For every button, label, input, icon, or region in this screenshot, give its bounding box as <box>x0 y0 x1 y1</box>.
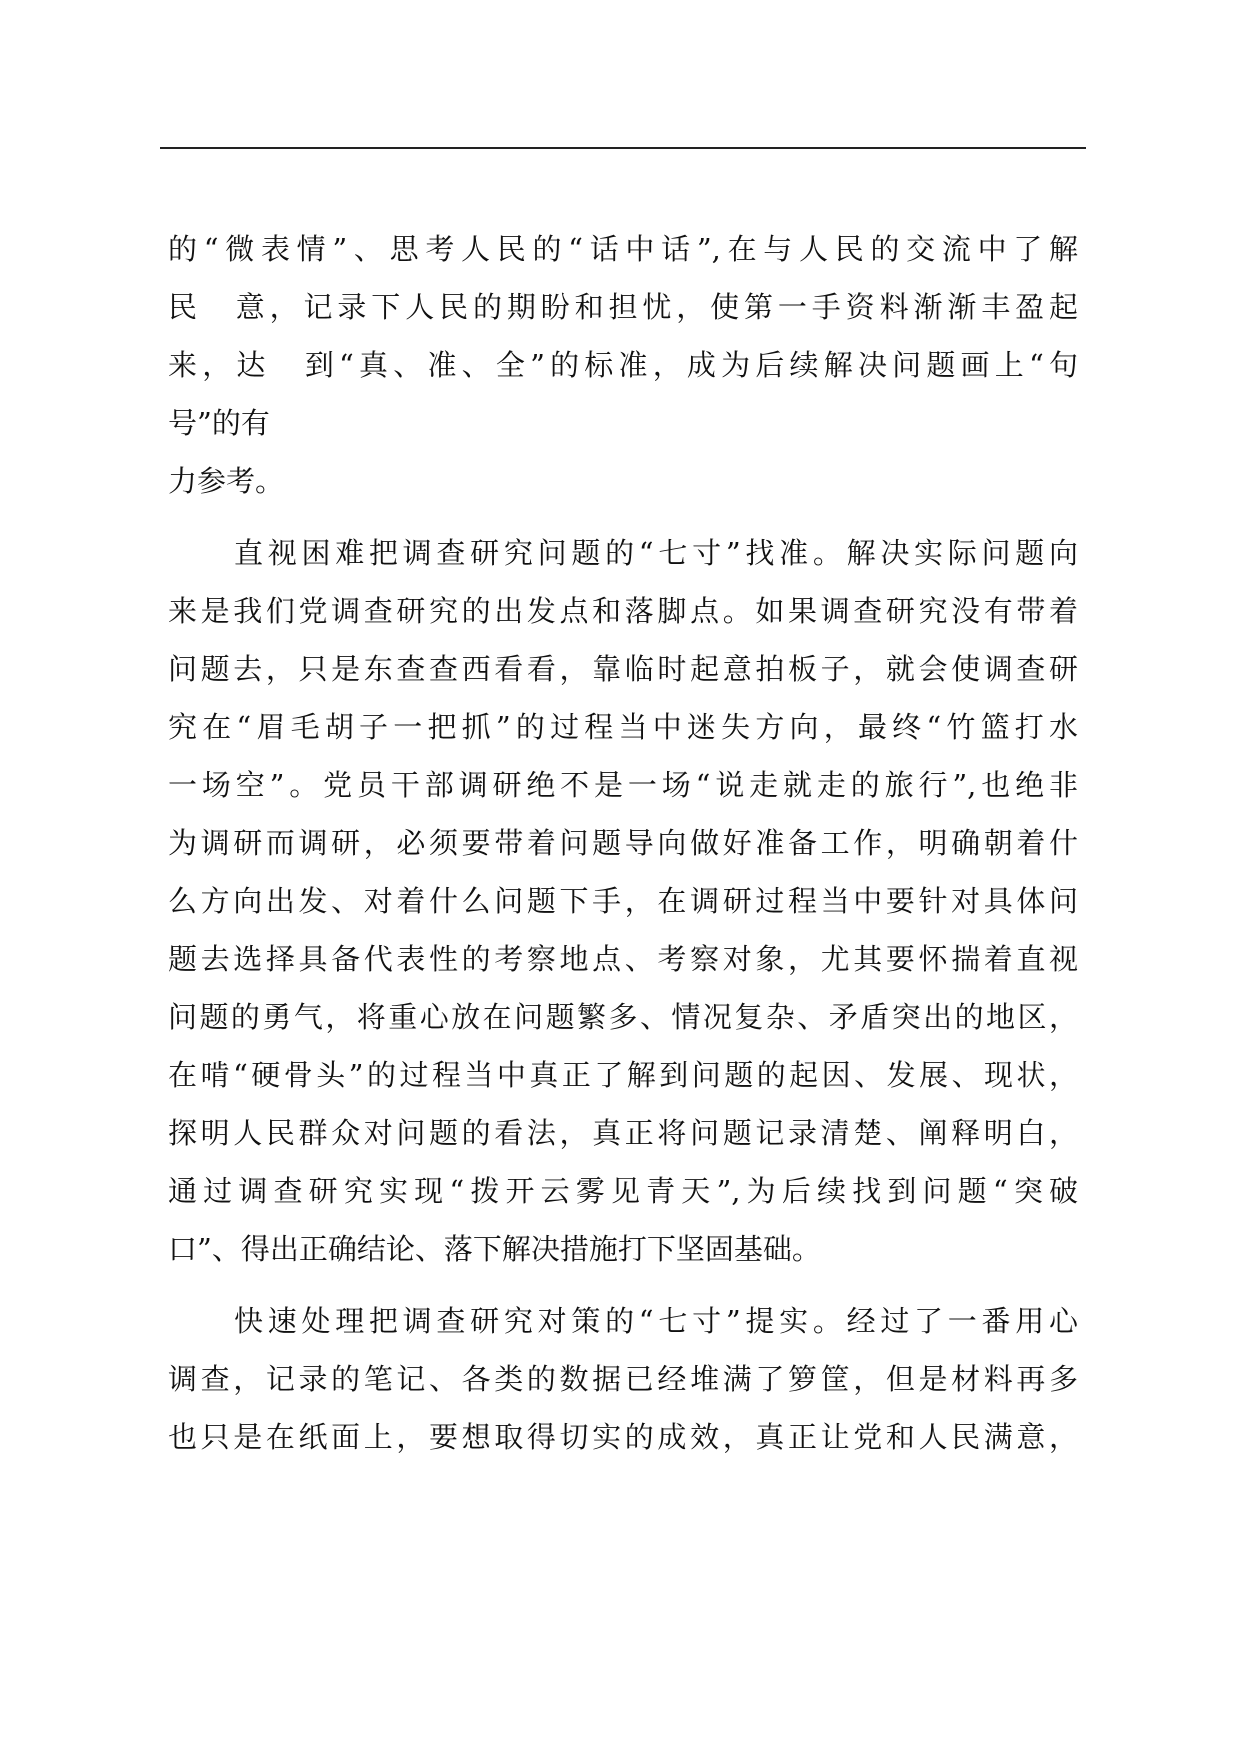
text-line: 么方向出发、对着什么问题下手，在调研过程当中要针对具体问 <box>168 884 1078 918</box>
paragraph-1 <box>168 220 1078 510</box>
header-rule <box>160 147 1086 149</box>
text-line: 问题的勇气，将重心放在问题繁多、情况复杂、矛盾突出的地区， <box>168 1000 1078 1034</box>
text-line: 来，达 到“真、准、全”的标准，成为后续解决问题画上“句 <box>168 348 1078 382</box>
text-line: 究在“眉毛胡子一把抓”的过程当中迷失方向，最终“竹篮打水 <box>168 710 1078 744</box>
paragraph-gap <box>168 510 1078 524</box>
text-line: 口”、得出正确结论、落下解决措施打下坚固基础。 <box>168 1232 821 1266</box>
text-line: 通过调查研究实现“拨开云雾见青天”,为后续找到问题“突破 <box>168 1174 1078 1208</box>
text-line: 民 意，记录下人民的期盼和担忧，使第一手资料渐渐丰盈起 <box>168 290 1078 324</box>
text-line: 快速处理把调查研究对策的“七寸”提实。经过了一番用心 <box>234 1304 1078 1338</box>
document-body <box>168 220 1078 1466</box>
text-line: 的“微表情”、思考人民的“话中话”,在与人民的交流中了解 <box>168 232 1078 266</box>
text-line: 题去选择具备代表性的考察地点、考察对象，尤其要怀揣着直视 <box>168 942 1078 976</box>
text-line: 在啃“硬骨头”的过程当中真正了解到问题的起因、发展、现状， <box>168 1058 1078 1092</box>
text-line: 调查，记录的笔记、各类的数据已经堆满了箩筐，但是材料再多 <box>168 1362 1078 1396</box>
paragraph-3 <box>168 1292 1078 1466</box>
text-line: 也只是在纸面上，要想取得切实的成效，真正让党和人民满意， <box>168 1420 1078 1454</box>
text-line: 号”的有 <box>168 406 270 440</box>
text-line: 一场空”。党员干部调研绝不是一场“说走就走的旅行”,也绝非 <box>168 768 1078 802</box>
paragraph-gap <box>168 1278 1078 1292</box>
text-line: 直视困难把调查研究问题的“七寸”找准。解决实际问题向 <box>234 536 1078 570</box>
paragraph-2 <box>168 524 1078 1278</box>
text-line: 来是我们党调查研究的出发点和落脚点。如果调查研究没有带着 <box>168 594 1078 628</box>
text-line: 为调研而调研，必须要带着问题导向做好准备工作，明确朝着什 <box>168 826 1078 860</box>
text-line: 探明人民群众对问题的看法，真正将问题记录清楚、阐释明白， <box>168 1116 1078 1150</box>
text-line: 力参考。 <box>168 464 285 498</box>
text-line: 问题去，只是东查查西看看，靠临时起意拍板子，就会使调查研 <box>168 652 1078 686</box>
